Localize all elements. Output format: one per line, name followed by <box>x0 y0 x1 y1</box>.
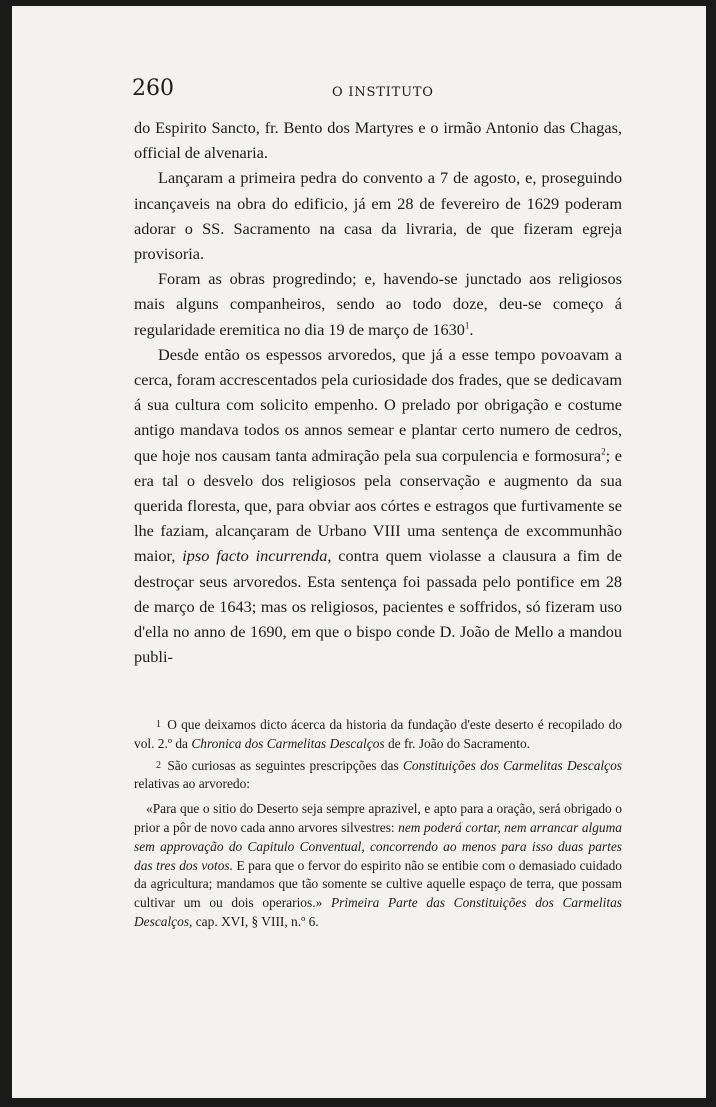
paragraph-text: Foram as obras progredindo; e, havendo-se junctado aos religiosos mais alguns companheiros, sendo ao todo doze, deu-se começo á regularidade eremitica no dia 19 de março de 1630 <box>134 269 622 339</box>
running-title: O INSTITUTO <box>332 85 434 100</box>
latin-phrase: ipso facto incurrenda, <box>182 546 332 566</box>
paragraph <box>134 342 622 670</box>
book-title: Primeira Parte das Constituições dos Carmelitas Descalços, <box>134 895 623 929</box>
quote-italic: nem poderá cortar, nem arrancar alguma sem approvação do Capitulo Conventual, concorrendo ao menos para isso duas partes das tres dos votos. <box>134 819 622 873</box>
page-number: 260 <box>132 76 174 101</box>
footnote-reference: 1 <box>464 320 470 331</box>
footnote-number: 1 <box>156 719 161 730</box>
footnote-text: de fr. João do Sacramento. <box>384 735 531 751</box>
quote-text: «Para que o sitio do Deserto seja sempre aprazivel, e apto para a oração, será obrigado o prior a pôr de novo cada anno arvores silvestres: <box>134 801 622 835</box>
footnote-quote <box>134 800 622 932</box>
footnote-text: São curiosas as seguintes prescripções das <box>167 757 403 773</box>
paragraph-text: contra quem violasse a clausura a fim de destroçar seus arvoredos. Esta sentença foi passada pelo pontifice em 28 de março de 1643; mas os religiosos, pacientes e soffridos, só fizeram uso d'ella no anno de 1690, em que o bispo conde D. João de Mello a mandou publi- <box>134 546 623 667</box>
quote-text: E para que o fervor do espirito não se entibie com o demasiado cuidado da agricultura; mandamos que tão somente se cultive aquelle espaço de terra, que possam cultivar um ou dois operarios.» <box>134 857 622 911</box>
footnotes <box>134 716 622 935</box>
quote-text: cap. XVI, § VIII, n.º 6. <box>192 913 319 929</box>
paragraph-text: ; e era tal o desvelo dos religiosos pela conservação e augmento da sua querida floresta, que, para obviar aos córtes e estragos que furtivamente se lhe faziam, alcançaram de Urbano VIII uma sentença de excommunhão maior, <box>134 445 622 566</box>
footnote-2 <box>134 757 622 795</box>
paragraph-text: Lançaram a primeira pedra do convento a 7 de agosto, e, proseguindo incançaveis na obra do edificio, já em 28 de fevereiro de 1629 poderam adorar o SS. Sacramento na casa da livraria, de que fizeram egreja provisoria. <box>134 168 622 264</box>
footnote-reference: 2 <box>601 446 606 457</box>
body-text <box>134 115 622 669</box>
paragraph-text: Desde então os espessos arvoredos, que já a esse tempo povoavam a cerca, foram accrescentados pela curiosidade dos frades, que se dedicavam á sua cultura com solicito empenho. O prelado por obrigação e costume antigo mandava todos os annos semear e plantar certo numero de cedros, que hoje nos causam tanta admiração pela sua corpulencia e formosura <box>134 344 622 465</box>
paragraph-text: do Espirito Sancto, fr. Bento dos Martyres e o irmão Antonio das Chagas, official de alvenaria. <box>134 118 622 163</box>
page-header <box>132 76 622 106</box>
paragraph <box>134 266 622 342</box>
footnote-text: relativas ao arvoredo: <box>134 776 250 792</box>
footnote-text: O que deixamos dicto ácerca da historia da fundação d'este deserto é recopilado do vol. 2.º da <box>134 717 622 751</box>
footnote-1 <box>134 716 622 754</box>
book-title: Chronica dos Carmelitas Descalços <box>191 735 385 751</box>
paragraph-text: . <box>469 319 474 339</box>
footnote-number: 2 <box>156 759 161 771</box>
paragraph-continuation <box>134 115 622 165</box>
paragraph <box>134 165 622 266</box>
book-title: Constituições dos Carmelitas Descalços <box>402 757 623 773</box>
